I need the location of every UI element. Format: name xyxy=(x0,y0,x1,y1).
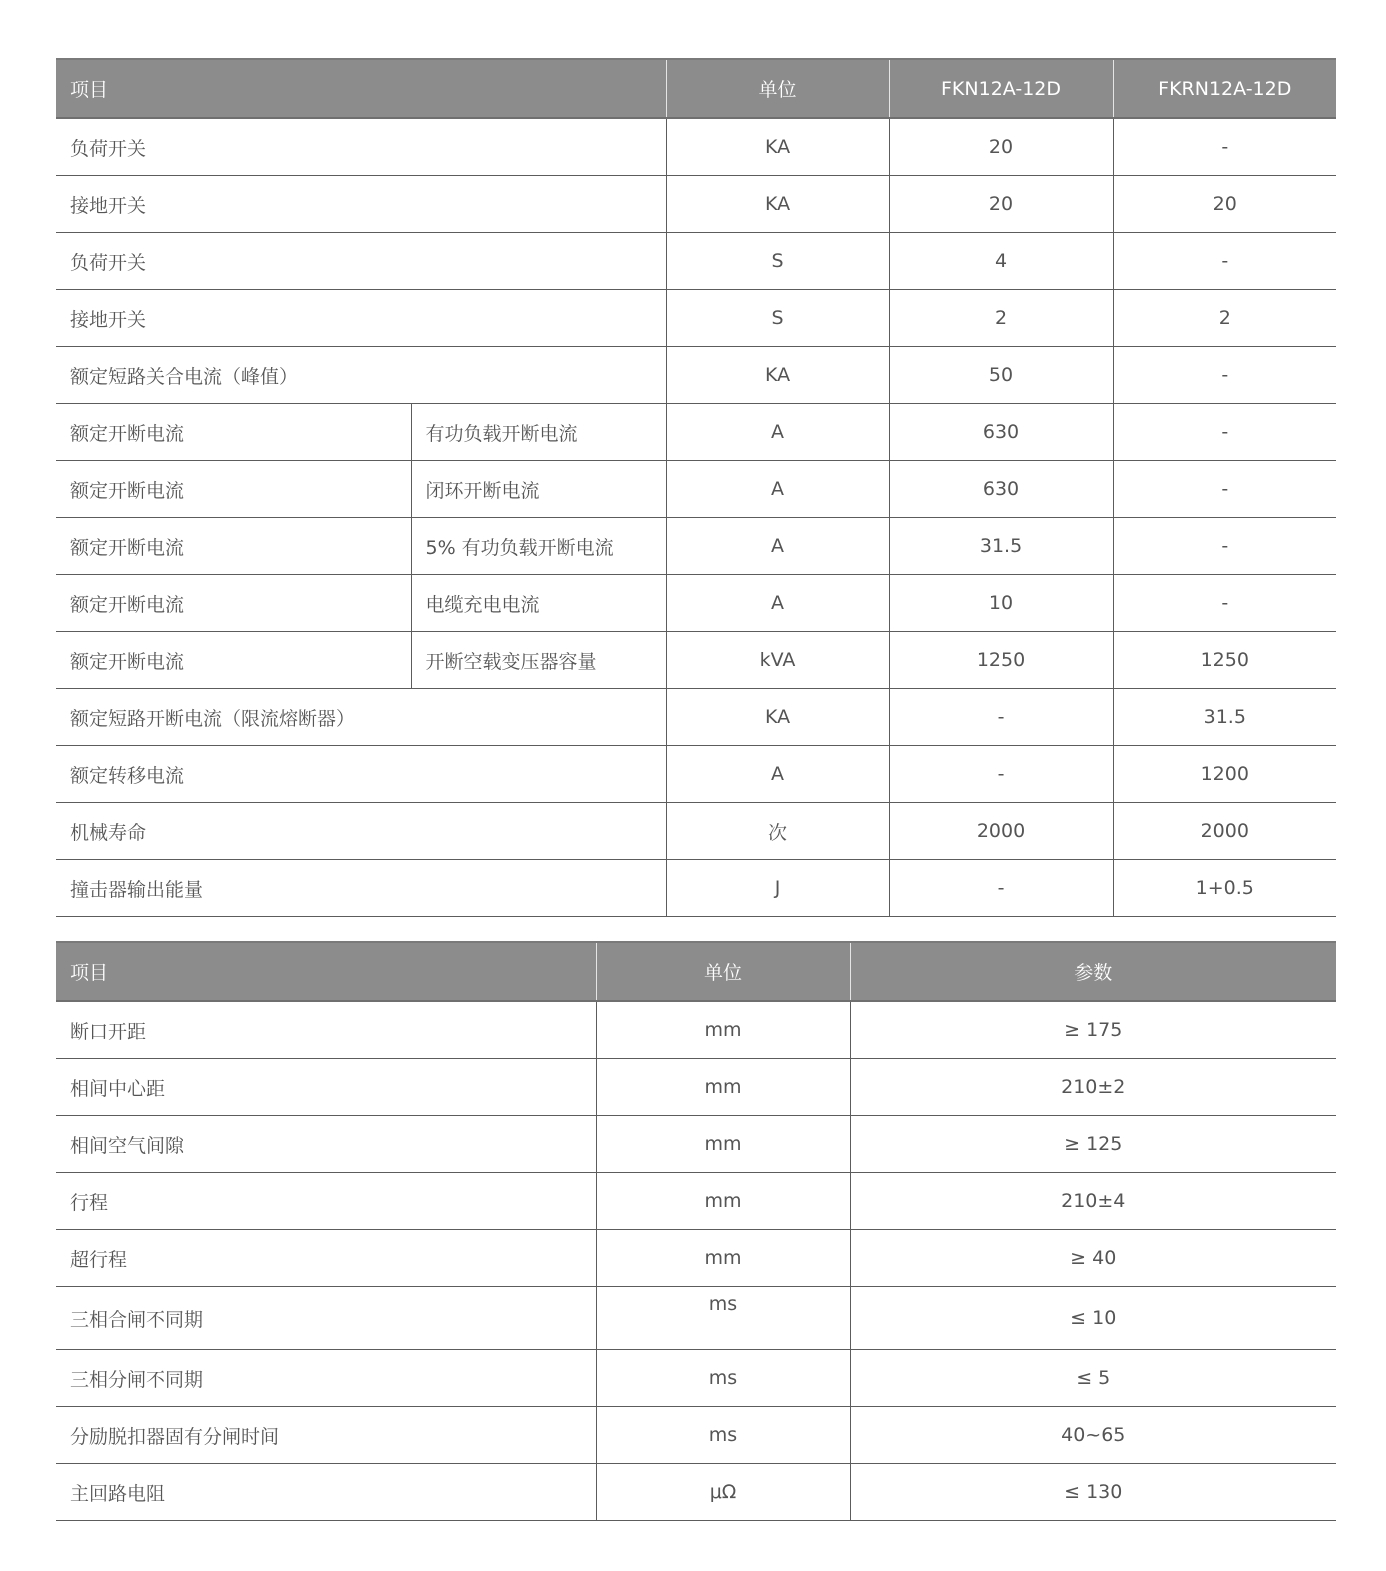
row-value-fkrn: - xyxy=(1113,461,1336,518)
row-item: 负荷开关 xyxy=(56,233,666,290)
row-value-fkrn: - xyxy=(1113,233,1336,290)
row-value-fkn: 2 xyxy=(889,290,1113,347)
row-subitem: 电缆充电电流 xyxy=(411,575,666,632)
row-unit: KA xyxy=(666,118,889,176)
row-unit: 次 xyxy=(666,803,889,860)
row-item: 行程 xyxy=(56,1173,596,1230)
row-value-fkrn: - xyxy=(1113,518,1336,575)
row-unit: mm xyxy=(596,1230,850,1287)
row-value-fkn: - xyxy=(889,689,1113,746)
table-row xyxy=(56,860,1336,917)
row-value-fkrn: 1200 xyxy=(1113,746,1336,803)
row-value-fkrn: 20 xyxy=(1113,176,1336,233)
row-unit: ms xyxy=(596,1350,850,1407)
row-value-fkn: 10 xyxy=(889,575,1113,632)
row-value: ≥ 40 xyxy=(850,1230,1336,1287)
row-value-fkn: 4 xyxy=(889,233,1113,290)
row-value: ≥ 125 xyxy=(850,1116,1336,1173)
table-row xyxy=(56,1464,1336,1521)
row-item: 撞击器输出能量 xyxy=(56,860,666,917)
row-subitem: 开断空载变压器容量 xyxy=(411,632,666,689)
row-value-fkrn: - xyxy=(1113,575,1336,632)
row-unit: J xyxy=(666,860,889,917)
row-value: 210±2 xyxy=(850,1059,1336,1116)
row-item: 相间空气间隙 xyxy=(56,1116,596,1173)
row-item: 额定开断电流 xyxy=(56,518,411,575)
table-row xyxy=(56,1001,1336,1059)
table-header-row xyxy=(56,59,1336,118)
row-item: 机械寿命 xyxy=(56,803,666,860)
row-item: 负荷开关 xyxy=(56,118,666,176)
header-unit: 单位 xyxy=(596,942,850,1001)
row-item: 三相分闸不同期 xyxy=(56,1350,596,1407)
table-row xyxy=(56,1407,1336,1464)
row-value-fkrn: 31.5 xyxy=(1113,689,1336,746)
row-unit: A xyxy=(666,575,889,632)
header-model-fkrn: FKRN12A-12D xyxy=(1113,59,1336,118)
row-unit: A xyxy=(666,461,889,518)
row-value: ≤ 5 xyxy=(850,1350,1336,1407)
row-value-fkrn: - xyxy=(1113,118,1336,176)
row-item: 额定开断电流 xyxy=(56,404,411,461)
table-row xyxy=(56,404,1336,461)
row-value: ≥ 175 xyxy=(850,1001,1336,1059)
row-unit: kVA xyxy=(666,632,889,689)
row-value-fkn: 20 xyxy=(889,176,1113,233)
row-unit: S xyxy=(666,290,889,347)
row-unit: KA xyxy=(666,689,889,746)
row-item: 三相合闸不同期 xyxy=(56,1287,596,1350)
row-item: 超行程 xyxy=(56,1230,596,1287)
row-item: 接地开关 xyxy=(56,290,666,347)
row-value-fkn: 630 xyxy=(889,461,1113,518)
row-value-fkrn: 2000 xyxy=(1113,803,1336,860)
row-value-fkrn: 1+0.5 xyxy=(1113,860,1336,917)
row-unit: A xyxy=(666,404,889,461)
header-item: 项目 xyxy=(56,942,596,1001)
row-value: ≤ 130 xyxy=(850,1464,1336,1521)
row-subitem: 有功负载开断电流 xyxy=(411,404,666,461)
table-row xyxy=(56,347,1336,404)
row-value-fkn: - xyxy=(889,860,1113,917)
row-unit: mm xyxy=(596,1173,850,1230)
row-value-fkrn: - xyxy=(1113,404,1336,461)
row-value-fkn: 31.5 xyxy=(889,518,1113,575)
row-value: 40~65 xyxy=(850,1407,1336,1464)
table-row xyxy=(56,176,1336,233)
row-unit: mm xyxy=(596,1059,850,1116)
row-unit: mm xyxy=(596,1001,850,1059)
table-header-row xyxy=(56,942,1336,1001)
row-item: 额定开断电流 xyxy=(56,575,411,632)
row-item: 接地开关 xyxy=(56,176,666,233)
header-model-fkn: FKN12A-12D xyxy=(889,59,1113,118)
row-unit: mm xyxy=(596,1116,850,1173)
row-value-fkrn: 2 xyxy=(1113,290,1336,347)
row-unit: μΩ xyxy=(596,1464,850,1521)
table-row xyxy=(56,1230,1336,1287)
row-unit: KA xyxy=(666,176,889,233)
row-item: 额定短路关合电流（峰值） xyxy=(56,347,666,404)
table-row xyxy=(56,803,1336,860)
table-row xyxy=(56,518,1336,575)
table-row xyxy=(56,1350,1336,1407)
spec-table-mechanical xyxy=(56,941,1336,1521)
row-unit: S xyxy=(666,233,889,290)
table-row xyxy=(56,1116,1336,1173)
row-unit: ms xyxy=(596,1287,850,1350)
header-parameter: 参数 xyxy=(850,942,1336,1001)
row-value-fkn: 50 xyxy=(889,347,1113,404)
row-item: 主回路电阻 xyxy=(56,1464,596,1521)
table-row xyxy=(56,632,1336,689)
table-row xyxy=(56,461,1336,518)
header-unit: 单位 xyxy=(666,59,889,118)
row-unit: KA xyxy=(666,347,889,404)
table-row xyxy=(56,746,1336,803)
row-subitem: 5% 有功负载开断电流 xyxy=(411,518,666,575)
row-unit: A xyxy=(666,746,889,803)
row-subitem: 闭环开断电流 xyxy=(411,461,666,518)
row-item: 额定转移电流 xyxy=(56,746,666,803)
table-row xyxy=(56,290,1336,347)
row-item: 相间中心距 xyxy=(56,1059,596,1116)
table-row xyxy=(56,1059,1336,1116)
table-row xyxy=(56,1173,1336,1230)
row-value: 210±4 xyxy=(850,1173,1336,1230)
row-item: 额定开断电流 xyxy=(56,461,411,518)
row-item: 分励脱扣器固有分闸时间 xyxy=(56,1407,596,1464)
row-unit: ms xyxy=(596,1407,850,1464)
row-value: ≤ 10 xyxy=(850,1287,1336,1350)
row-value-fkn: 1250 xyxy=(889,632,1113,689)
row-value-fkn: 20 xyxy=(889,118,1113,176)
row-value-fkrn: - xyxy=(1113,347,1336,404)
row-value-fkrn: 1250 xyxy=(1113,632,1336,689)
row-unit: A xyxy=(666,518,889,575)
header-item: 项目 xyxy=(56,59,666,118)
row-item: 额定短路开断电流（限流熔断器） xyxy=(56,689,666,746)
spec-table-switch xyxy=(56,58,1336,917)
table-row xyxy=(56,233,1336,290)
row-item: 断口开距 xyxy=(56,1001,596,1059)
row-value-fkn: 630 xyxy=(889,404,1113,461)
row-item: 额定开断电流 xyxy=(56,632,411,689)
table-row xyxy=(56,689,1336,746)
table-row xyxy=(56,118,1336,176)
table-row xyxy=(56,575,1336,632)
row-value-fkn: - xyxy=(889,746,1113,803)
table-row xyxy=(56,1287,1336,1350)
row-value-fkn: 2000 xyxy=(889,803,1113,860)
